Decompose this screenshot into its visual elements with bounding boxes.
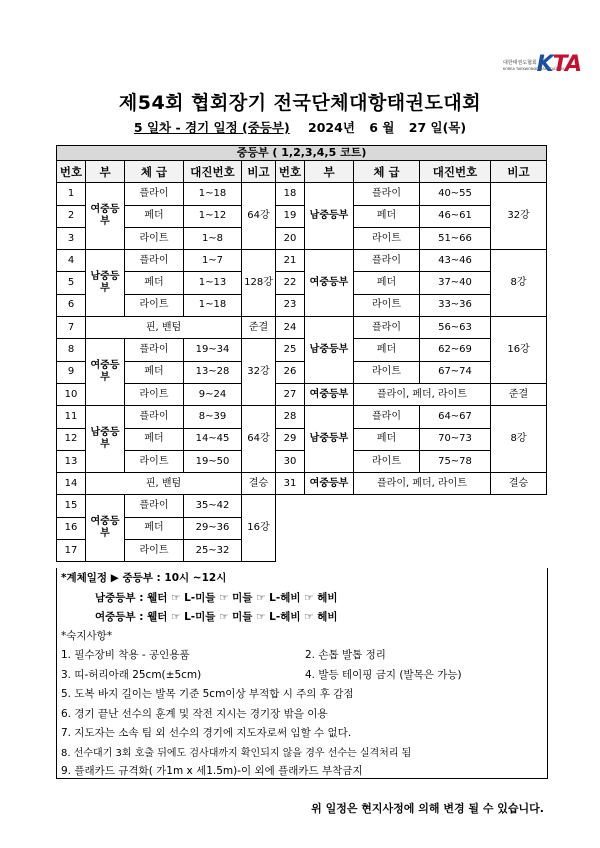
col-header: 비고 (491, 161, 547, 183)
kta-logo (497, 52, 581, 78)
weight-class-merged: 핀, 밴텀 (86, 473, 242, 495)
bracket-range: 8~39 (184, 406, 242, 428)
section-header: 중등부 ( 1,2,3,4,5 코트) (57, 146, 547, 161)
weight-class: 라이트 (125, 450, 184, 472)
weight-class: 플라이 (125, 406, 184, 428)
weight-class: 플라이 (125, 250, 184, 272)
weight-class: 페더 (125, 272, 184, 294)
bracket-range: 56~63 (420, 317, 491, 339)
empty-area (276, 495, 547, 562)
table-row (57, 473, 547, 495)
col-header: 체 급 (125, 161, 184, 183)
column-header-row (57, 161, 547, 183)
match-number: 6 (57, 294, 86, 316)
match-number: 11 (57, 406, 86, 428)
match-number: 1 (57, 183, 86, 205)
match-number: 15 (57, 495, 86, 517)
round-note: 128강 (242, 250, 276, 317)
division-cell: 여중등부 (305, 473, 354, 495)
bracket-range: 19~50 (184, 450, 242, 472)
subtitle-month: 6 월 (369, 120, 395, 135)
division-cell: 여중등부 (86, 339, 125, 406)
match-number: 8 (57, 339, 86, 361)
bracket-range: 1~18 (184, 294, 242, 316)
weight-class: 페더 (354, 205, 420, 227)
match-number: 27 (276, 383, 305, 405)
bracket-range: 19~34 (184, 339, 242, 361)
division-cell: 여중등부 (305, 250, 354, 317)
bracket-range: 1~13 (184, 272, 242, 294)
match-number: 28 (276, 406, 305, 428)
match-number: 30 (276, 450, 305, 472)
match-number: 22 (276, 272, 305, 294)
note-item: 9. 플래카드 규격화( 가1m x 세1.5m)-이 외에 플래카드 부착금지 (61, 765, 363, 777)
round-note: 8강 (491, 250, 547, 317)
bracket-range: 14~45 (184, 428, 242, 450)
bracket-range: 51~66 (420, 227, 491, 249)
match-number: 21 (276, 250, 305, 272)
match-number: 25 (276, 339, 305, 361)
col-header: 부 (86, 161, 125, 183)
bracket-range: 40~55 (420, 183, 491, 205)
weight-class: 페더 (125, 517, 184, 539)
weight-class: 플라이 (354, 183, 420, 205)
weight-class: 라이트 (354, 361, 420, 383)
subtitle-schedule: 5 일차 - 경기 일정 (중등부) (133, 120, 290, 135)
match-number: 3 (57, 227, 86, 249)
bracket-range: 13~28 (184, 361, 242, 383)
match-number: 9 (57, 361, 86, 383)
weight-class-merged: 핀, 밴텀 (86, 317, 242, 339)
round-note: 결승 (491, 473, 547, 495)
table-row (57, 339, 547, 361)
note-item: 8. 선수대기 3회 호출 뒤에도 검사대까지 확인되지 않을 경우 선수는 실격처리 됨 (61, 748, 412, 759)
col-header: 비고 (242, 161, 276, 183)
bracket-range: 35~42 (184, 495, 242, 517)
match-number: 14 (57, 473, 86, 495)
match-number: 2 (57, 205, 86, 227)
schedule-table (56, 145, 547, 562)
weight-class-merged: 플라이, 페더, 라이트 (354, 473, 491, 495)
bracket-range: 70~73 (420, 428, 491, 450)
weight-class: 라이트 (354, 450, 420, 472)
table-row (57, 406, 547, 428)
round-note: 8강 (491, 406, 547, 473)
table-row (57, 272, 547, 294)
bracket-range: 25~32 (184, 540, 242, 562)
match-number: 10 (57, 383, 86, 405)
table-row (57, 317, 547, 339)
bracket-range: 46~61 (420, 205, 491, 227)
page-subtitle (0, 118, 600, 136)
match-number: 20 (276, 227, 305, 249)
bracket-range: 37~40 (420, 272, 491, 294)
match-number: 18 (276, 183, 305, 205)
weight-class: 라이트 (125, 383, 184, 405)
match-number: 31 (276, 473, 305, 495)
bracket-range: 1~7 (184, 250, 242, 272)
col-header: 대진번호 (420, 161, 491, 183)
col-header: 부 (305, 161, 354, 183)
weight-class: 라이트 (125, 227, 184, 249)
weigh-in-schedule: *계체일정 ▶ 중등부 : 10시 ~12시 (61, 572, 227, 584)
round-note: 32강 (491, 183, 547, 250)
division-cell: 남중등부 (305, 317, 354, 384)
table-row (57, 428, 547, 450)
note-item: 6. 경기 끝난 선수의 훈계 및 작전 지시는 경기장 밖을 이용 (61, 708, 328, 720)
division-cell: 남중등부 (305, 183, 354, 250)
division-cell: 여중등부 (86, 495, 125, 562)
weight-class: 플라이 (354, 406, 420, 428)
weight-class: 페더 (354, 339, 420, 361)
table-row (57, 383, 547, 405)
subtitle-year: 2024년 (308, 120, 355, 135)
match-number: 29 (276, 428, 305, 450)
round-note: 16강 (242, 495, 276, 562)
round-note: 64강 (242, 406, 276, 473)
weight-class: 페더 (125, 205, 184, 227)
round-note: 64강 (242, 183, 276, 250)
bracket-range: 9~24 (184, 383, 242, 405)
table-row (57, 450, 547, 472)
division-cell: 남중등부 (86, 250, 125, 317)
change-notice: 위 일정은 현지사정에 의해 변경 될 수 있습니다. (311, 802, 544, 815)
round-note: 준결 (491, 383, 547, 405)
notes-section (56, 568, 548, 779)
match-number: 16 (57, 517, 86, 539)
col-header: 번호 (57, 161, 86, 183)
bracket-range: 1~18 (184, 183, 242, 205)
note-item: 2. 손톱 발톱 정리 (305, 649, 386, 661)
table-row (57, 495, 547, 517)
table-row (57, 250, 547, 272)
col-header: 대진번호 (184, 161, 242, 183)
bracket-range: 29~36 (184, 517, 242, 539)
match-number: 13 (57, 450, 86, 472)
match-number: 19 (276, 205, 305, 227)
page-title: 제54회 협회장기 전국단체대항태권도대회 (118, 92, 482, 114)
weight-class-merged: 플라이, 페더, 라이트 (354, 383, 491, 405)
division-cell: 여중등부 (86, 183, 125, 250)
weight-class: 라이트 (354, 227, 420, 249)
weight-class: 페더 (125, 361, 184, 383)
note-item: 4. 발등 테이핑 금지 (발목은 가능) (305, 669, 462, 681)
logo-kta-text: KTA (536, 52, 581, 77)
weight-class: 페더 (125, 428, 184, 450)
bracket-range: 64~67 (420, 406, 491, 428)
weight-class: 페더 (354, 428, 420, 450)
note-item: 3. 띠-허리아래 25cm(±5cm) (61, 669, 202, 681)
col-header: 번호 (276, 161, 305, 183)
round-note: 결승 (242, 473, 276, 495)
weight-class: 플라이 (125, 183, 184, 205)
weight-class: 플라이 (354, 250, 420, 272)
match-number: 12 (57, 428, 86, 450)
note-item: 7. 지도자는 소속 팀 외 선수의 경기에 지도자로써 임할 수 없다. (61, 727, 352, 739)
round-note: 16강 (491, 317, 547, 384)
male-weigh-in-order: 남중등부 : 웰터 ☞ L-미들 ☞ 미들 ☞ L-헤비 ☞ 헤비 (95, 592, 338, 604)
match-number: 7 (57, 317, 86, 339)
bracket-range: 67~74 (420, 361, 491, 383)
match-number: 4 (57, 250, 86, 272)
match-number: 17 (57, 540, 86, 562)
notes-heading: *숙지사항* (61, 630, 113, 642)
table-row (57, 205, 547, 227)
match-number: 26 (276, 361, 305, 383)
logo-org-name: 대한태권도협회 KOREA TAEKWONDO ASSOCIATION (503, 60, 564, 71)
bracket-range: 1~12 (184, 205, 242, 227)
weight-class: 플라이 (354, 317, 420, 339)
division-cell: 남중등부 (305, 406, 354, 473)
weight-class: 페더 (354, 272, 420, 294)
bracket-range: 33~36 (420, 294, 491, 316)
bracket-range: 1~8 (184, 227, 242, 249)
bracket-range: 75~78 (420, 450, 491, 472)
note-item: 1. 필수장비 착용 - 공인용품 (61, 649, 190, 661)
note-item: 5. 도복 바지 길이는 발목 기준 5cm이상 부적합 시 주의 후 감점 (61, 688, 354, 700)
round-note: 32강 (242, 339, 276, 406)
match-number: 24 (276, 317, 305, 339)
weight-class: 라이트 (125, 294, 184, 316)
table-row (57, 361, 547, 383)
match-number: 5 (57, 272, 86, 294)
weight-class: 플라이 (125, 495, 184, 517)
subtitle-day: 27 일(목) (408, 120, 467, 135)
division-cell: 여중등부 (305, 383, 354, 405)
table-row (57, 183, 547, 205)
division-cell: 남중등부 (86, 406, 125, 473)
weight-class: 플라이 (125, 339, 184, 361)
weight-class: 라이트 (125, 540, 184, 562)
table-row (57, 294, 547, 316)
bracket-range: 43~46 (420, 250, 491, 272)
weight-class: 라이트 (354, 294, 420, 316)
round-note: 준결 (242, 317, 276, 339)
table-row (57, 227, 547, 249)
col-header: 체 급 (354, 161, 420, 183)
match-number: 23 (276, 294, 305, 316)
bracket-range: 62~69 (420, 339, 491, 361)
female-weigh-in-order: 여중등부 : 웰터 ☞ L-미들 ☞ 미들 ☞ L-헤비 ☞ 헤비 (95, 611, 338, 623)
